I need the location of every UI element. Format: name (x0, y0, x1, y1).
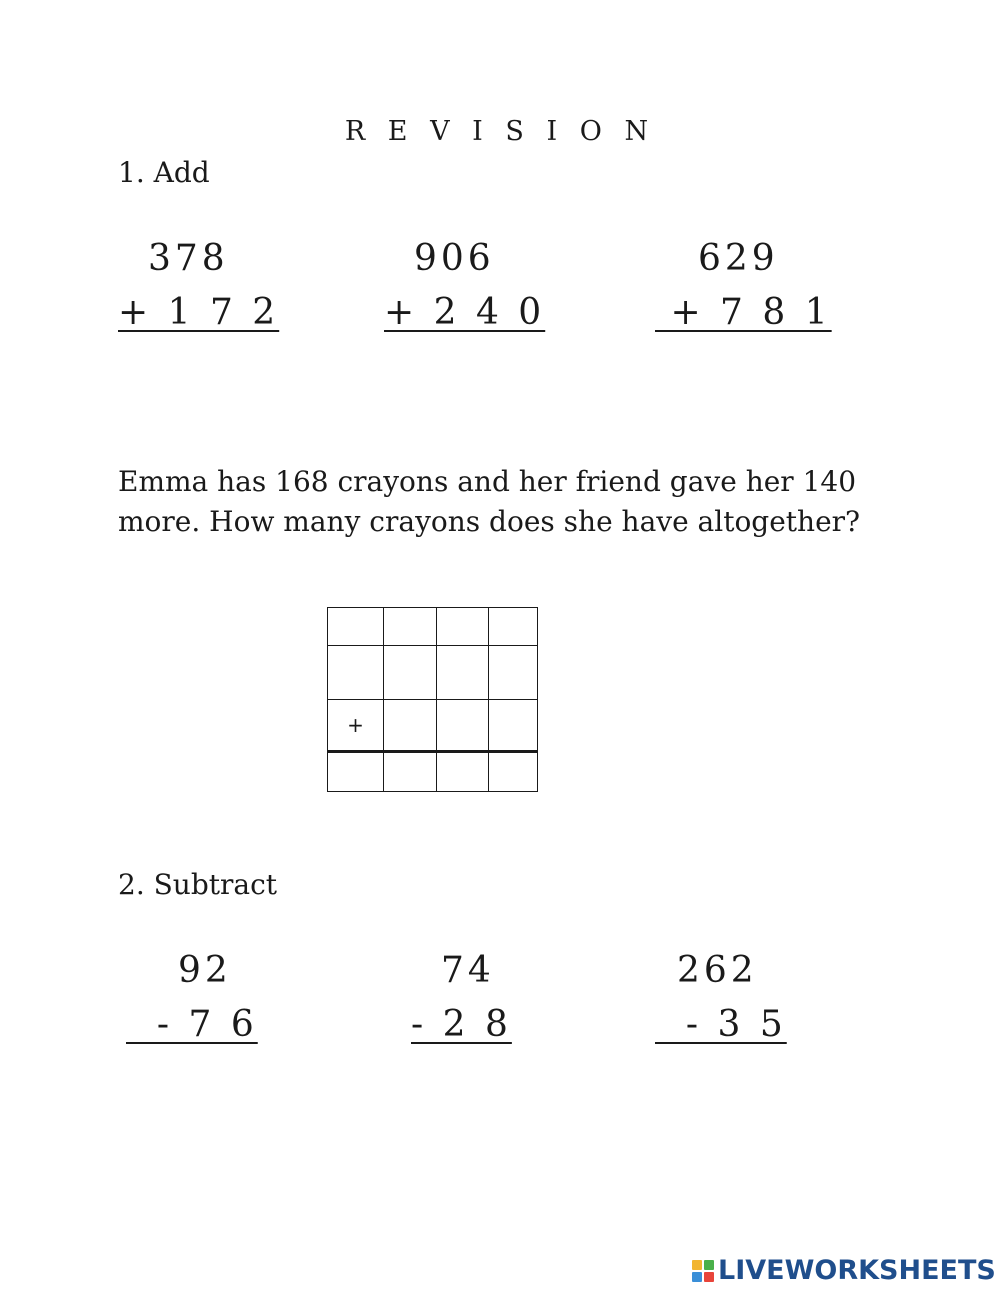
grid-plus-cell: + (328, 700, 384, 752)
grid-answer-cell[interactable] (489, 752, 538, 792)
logo-text: LIVEWORKSHEETS (718, 1255, 996, 1286)
minuend: 262 (677, 950, 758, 991)
answer-grid (327, 607, 538, 792)
grid-cell[interactable] (437, 608, 489, 646)
grid-cell[interactable] (437, 646, 489, 700)
grid-cell[interactable] (489, 646, 538, 700)
addend-bottom: + 1 7 2 (118, 292, 280, 333)
grid-answer-cell[interactable] (437, 752, 489, 792)
grid-answer-cell[interactable] (328, 752, 384, 792)
addend-top: 629 (698, 238, 779, 279)
grid-cell[interactable] (489, 608, 538, 646)
section-subtract-label: 2. Subtract (118, 868, 278, 901)
addend-top: 378 (148, 238, 229, 279)
grid-cell[interactable] (437, 700, 489, 752)
grid-cell[interactable] (328, 608, 384, 646)
addend-top: 906 (414, 238, 495, 279)
minuend: 92 (178, 950, 232, 991)
grid-cell[interactable] (328, 646, 384, 700)
liveworksheets-logo-icon (692, 1260, 714, 1282)
grid-cell[interactable] (384, 700, 437, 752)
grid-cell[interactable] (384, 646, 437, 700)
addend-bottom: + 7 8 1 (655, 292, 832, 333)
addend-bottom: + 2 4 0 (384, 292, 546, 333)
subtrahend: - 3 5 (655, 1004, 787, 1045)
grid-answer-cell[interactable] (384, 752, 437, 792)
page-title: R E V I S I O N (344, 116, 656, 147)
minuend: 74 (441, 950, 495, 991)
subtrahend: - 2 8 (411, 1004, 512, 1045)
grid-cell[interactable] (384, 608, 437, 646)
section-add-label: 1. Add (118, 156, 210, 189)
subtrahend: - 7 6 (126, 1004, 258, 1045)
grid-cell[interactable] (489, 700, 538, 752)
liveworksheets-logo (692, 1255, 996, 1286)
word-problem-text: Emma has 168 crayons and her friend gave her 140 more. How many crayons does she have altogether? (118, 465, 861, 538)
